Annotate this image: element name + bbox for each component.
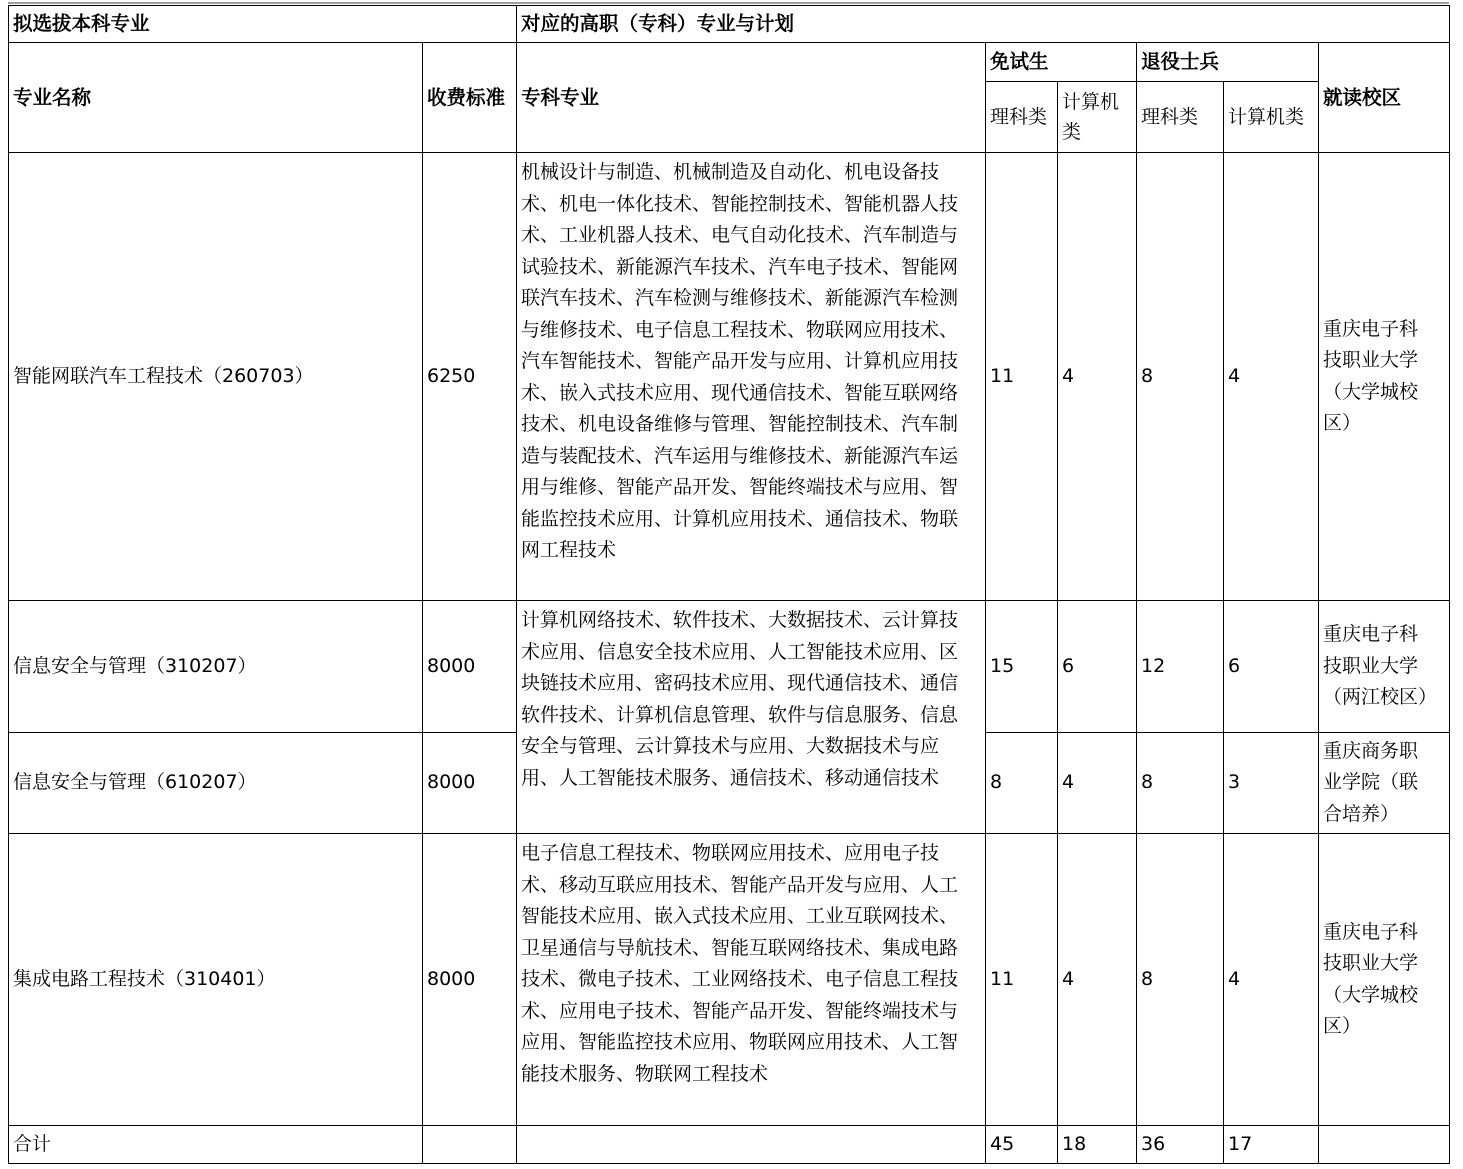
major-name-cell: 智能网联汽车工程技术（260703）: [9, 153, 423, 601]
fee-cell: 8000: [423, 834, 517, 1126]
header-corresponding-junior-major-plan: 对应的高职（专科）专业与计划: [517, 6, 1450, 43]
header-row-2: [9, 43, 1450, 82]
junior-majors-cell: 机械设计与制造、机械制造及自动化、机电设备技术、机电一体化技术、智能控制技术、智能机器人技术、工业机器人技术、电气自动化技术、汽车制造与试验技术、新能源汽车技术、汽车电子技术、智能网联汽车技术、汽车检测与维修技术、新能源汽车检测与维修技术、电子信息工程技术、物联网应用技术、汽车智能技术、智能产品开发与应用、计算机应用技术、嵌入式技术应用、现代通信技术、智能互联网络技术、机电设备维修与管理、智能控制技术、汽车制造与装配技术、汽车运用与维修技术、新能源汽车运用与维修、智能产品开发、智能终端技术与应用、智能监控技术应用、计算机应用技术、通信技术、物联网工程技术: [517, 153, 986, 601]
header-exempt-computer: 计算机类: [1058, 82, 1137, 153]
header-campus: 就读校区: [1319, 43, 1450, 153]
fee-cell: 6250: [423, 153, 517, 601]
major-name-cell: 集成电路工程技术（310401）: [9, 834, 423, 1126]
veteran-science-cell: 8: [1137, 733, 1224, 834]
campus-cell: 重庆商务职业学院（联合培养）: [1319, 733, 1450, 834]
total-campus-cell: [1319, 1126, 1450, 1164]
veteran-science-cell: 8: [1137, 834, 1224, 1126]
major-name-cell: 信息安全与管理（610207）: [9, 733, 423, 834]
exempt-computer-cell: 6: [1058, 601, 1137, 733]
junior-majors-cell: 电子信息工程技术、物联网应用技术、应用电子技术、移动互联应用技术、智能产品开发与应用、人工智能技术应用、嵌入式技术应用、工业互联网技术、卫星通信与导航技术、智能互联网络技术、集成电路技术、微电子技术、工业网络技术、电子信息工程技术、应用电子技术、智能产品开发、智能终端技术与应用、智能监控技术应用、物联网应用技术、人工智能技术服务、物联网工程技术: [517, 834, 986, 1126]
total-row: [9, 1126, 1450, 1164]
total-label: 合计: [9, 1126, 423, 1164]
header-fee-standard: 收费标准: [423, 43, 517, 153]
campus-cell: 重庆电子科技职业大学（两江校区）: [1319, 601, 1450, 733]
fee-cell: 8000: [423, 601, 517, 733]
top-rule: [8, 2, 1449, 4]
exempt-science-cell: 11: [986, 834, 1058, 1126]
exempt-computer-cell: 4: [1058, 834, 1137, 1126]
major-name-cell: 信息安全与管理（310207）: [9, 601, 423, 733]
table-row: [9, 834, 1450, 1126]
veteran-science-cell: 8: [1137, 153, 1224, 601]
table-row: [9, 601, 1450, 733]
fee-cell: 8000: [423, 733, 517, 834]
veteran-science-cell: 12: [1137, 601, 1224, 733]
campus-cell: 重庆电子科技职业大学（大学城校区）: [1319, 153, 1450, 601]
veteran-computer-cell: 6: [1224, 601, 1319, 733]
veteran-computer-cell: 4: [1224, 153, 1319, 601]
header-selected-undergrad-major: 拟选拔本科专业: [9, 6, 517, 43]
header-group-row: [9, 6, 1450, 43]
exempt-science-cell: 15: [986, 601, 1058, 733]
total-fee-cell: [423, 1126, 517, 1164]
header-veteran-computer: 计算机类: [1224, 82, 1319, 153]
header-exempt-students: 免试生: [986, 43, 1137, 82]
header-veterans: 退役士兵: [1137, 43, 1319, 82]
veteran-computer-cell: 4: [1224, 834, 1319, 1126]
total-veteran-science: 36: [1137, 1126, 1224, 1164]
header-major-name: 专业名称: [9, 43, 423, 153]
total-junior-majors-cell: [517, 1126, 986, 1164]
header-veteran-science: 理科类: [1137, 82, 1224, 153]
total-exempt-computer: 18: [1058, 1126, 1137, 1164]
total-veteran-computer: 17: [1224, 1126, 1319, 1164]
enrollment-plan-table: [8, 5, 1450, 1164]
exempt-computer-cell: 4: [1058, 153, 1137, 601]
junior-majors-cell: 计算机网络技术、软件技术、大数据技术、云计算技术应用、信息安全技术应用、人工智能技术应用、区块链技术应用、密码技术应用、现代通信技术、通信软件技术、计算机信息管理、软件与信息服务、信息安全与管理、云计算技术与应用、大数据技术与应用、人工智能技术服务、通信技术、移动通信技术: [517, 601, 986, 834]
total-exempt-science: 45: [986, 1126, 1058, 1164]
table-row: [9, 153, 1450, 601]
campus-cell: 重庆电子科技职业大学（大学城校区）: [1319, 834, 1450, 1126]
header-junior-majors: 专科专业: [517, 43, 986, 153]
veteran-computer-cell: 3: [1224, 733, 1319, 834]
exempt-science-cell: 11: [986, 153, 1058, 601]
exempt-computer-cell: 4: [1058, 733, 1137, 834]
header-exempt-science: 理科类: [986, 82, 1058, 153]
exempt-science-cell: 8: [986, 733, 1058, 834]
